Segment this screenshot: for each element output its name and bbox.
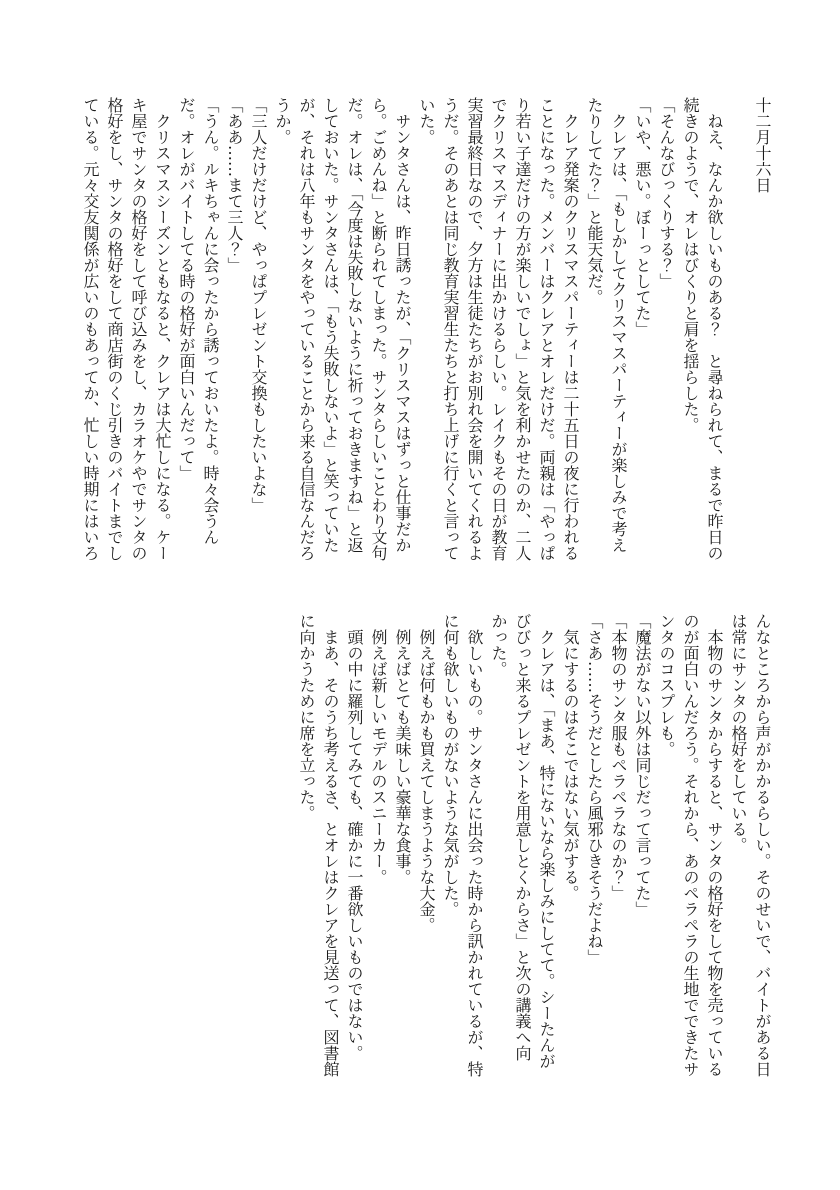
text-line: は常にサンタの格好をしている。 <box>729 613 748 853</box>
text-line: 続きのようで、オレはびくりと肩を揺らした。 <box>681 97 700 433</box>
text-line: 「三人だけだけど、やっぱプレゼント交換もしたいよな」 <box>249 97 268 513</box>
text-line: 「そんなびっくりする？」 <box>657 97 676 289</box>
text-line: 例えば何もかも買えてしまうような大金。 <box>417 613 436 933</box>
text-line: に何も欲しいものがないような気がした。 <box>441 613 460 917</box>
text-line: まあ、そのうち考えるさ、とオレはクレアを見送って、図書館 <box>321 613 340 1077</box>
text-line: り若い子達だけの方が楽しいでしょ」と気を利かせたのか、二人 <box>513 97 532 561</box>
text-line: サンタさんは、昨日誘ったが、「クリスマスはずっと仕事だか <box>393 97 412 553</box>
text-line: んなところから声がかかるらしい。そのせいで、バイトがある日 <box>753 613 772 1077</box>
text-line: うだ。そのあとは同じ教育実習生たちと打ち上げに行くと言って <box>441 97 460 561</box>
text-line: 「うん。ルキちゃんに会ったから誘っておいたよ。時々会うん <box>201 97 220 545</box>
text-line: クレアは、「まあ、特にないなら楽しみにしてて。シーたんが <box>537 613 556 1069</box>
text-line: ことになった。メンバーはクレアとオレだけだ。両親は「やっぱ <box>537 97 556 561</box>
text-line: 欲しいもの。サンタさんに出会った時から訊かれているが、特 <box>465 613 484 1077</box>
text-line: 実習最終日なので、夕方は生徒たちがお別れ会を開いてくれるよ <box>465 97 484 561</box>
text-line: ンタのコスプレも。 <box>657 613 676 757</box>
text-line: だ。オレがバイトしてる時の格好が面白いんだって」 <box>177 97 196 481</box>
text-line: たりしてた？」と能天気だ。 <box>585 97 604 305</box>
text-line: ねえ、なんか欲しいものある？ と尋ねられて、まるで昨日の <box>705 97 724 561</box>
text-line: うか。 <box>273 97 292 145</box>
text-line: だ。オレは、「今度は失敗しないように祈っておきますね」と返 <box>345 97 364 553</box>
text-line: が、それは八年もサンタをやっていることから来る自信なんだろ <box>297 97 316 561</box>
bottom-page <box>294 613 774 1079</box>
text-line: びびっと来るプレゼントを用意しとくからさ」と次の講義へ向 <box>513 613 532 1061</box>
text-line: いた。 <box>417 97 436 145</box>
text-line: 気にするのはそこではない気がする。 <box>561 613 580 901</box>
top-page-body <box>78 97 726 563</box>
text-line: 「魔法がない以外は同じだって言ってた」 <box>633 613 652 917</box>
text-line: 頭の中に羅列してみても、確かに一番欲しいものではない。 <box>345 613 364 1061</box>
text-line: ら。ごめんね」と断られてしまった。サンタらしいことわり文句 <box>369 97 388 561</box>
column-gap <box>726 97 750 563</box>
text-line: クレアは、「もしかしてクリスマスパーティーが楽しみで考え <box>609 97 628 553</box>
text-line: 例えばとても美味しい豪華な食事。 <box>393 613 412 885</box>
top-page <box>78 97 774 563</box>
text-line: 「ああ……まて三人？」 <box>225 97 244 273</box>
text-line: に向かうために席を立った。 <box>297 613 316 821</box>
text-line: クレア発案のクリスマスパーティーは二十五日の夜に行われる <box>561 97 580 561</box>
text-line: 格好をし、サンタの格好をして商店街のくじ引きのバイトまでし <box>105 97 124 561</box>
text-line: かった。 <box>489 613 508 677</box>
text-line: 「本物のサンタ服もペラペラなのか？」 <box>609 613 628 901</box>
text-line: ている。元々交友関係が広いのもあってか、忙しい時期にはいろ <box>81 97 100 561</box>
text-line: 「いや、悪い。ぼーっとしてた」 <box>633 97 652 337</box>
text-line: 例えば新しいモデルのスニーカー。 <box>369 613 388 885</box>
text-line: でクリスマスディナーに出かけるらしい。レイクもその日が教育 <box>489 97 508 561</box>
date-heading: 十二月十六日 <box>753 97 772 193</box>
text-line: 本物のサンタからすると、サンタの格好をして物を売っている <box>705 613 724 1077</box>
text-line: 「さあ……そうだとしたら風邪ひきそうだよね」 <box>585 613 604 965</box>
text-line: キ屋でサンタの格好をして呼び込みをし、カラオケやでサンタの <box>129 97 148 561</box>
text-line: しておいた。サンタさんは、「もう失敗しないよ」と笑っていた <box>321 97 340 553</box>
text-line: クリスマスシーズンともなると、クレアは大忙しになる。ケー <box>153 97 172 561</box>
text-line: のが面白いんだろう。それから、あのペラペラの生地でできたサ <box>681 613 700 1077</box>
